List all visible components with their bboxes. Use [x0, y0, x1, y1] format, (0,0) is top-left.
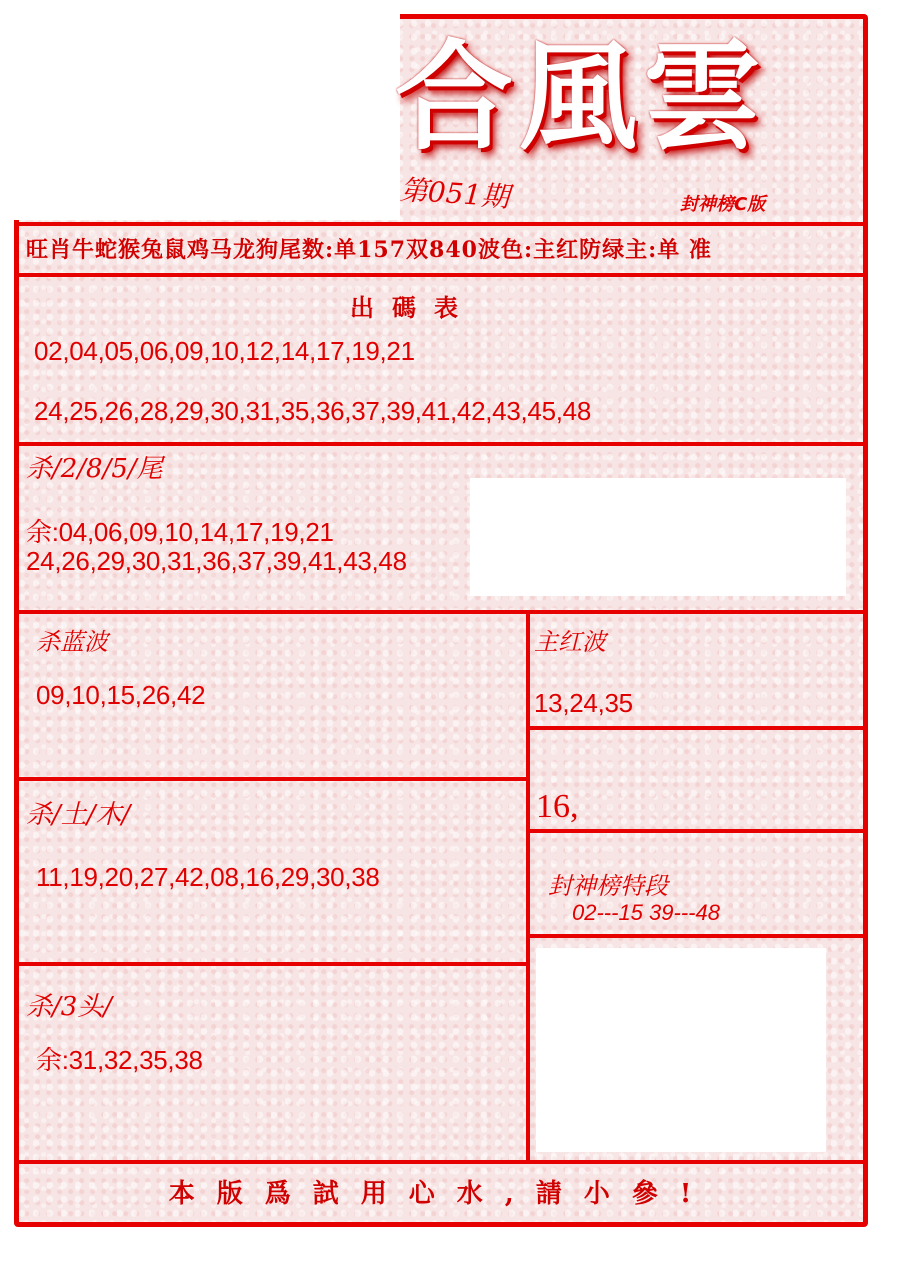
divider-right-3	[528, 934, 868, 938]
kill-element-numbers: 11,19,20,27,42,08,16,29,30,38	[36, 862, 380, 892]
special-range: 02---15 39---48	[572, 900, 720, 925]
kill-element-label: 杀/土/木/	[26, 800, 131, 830]
main-red-numbers: 13,24,35	[534, 688, 633, 718]
divider-left-1	[14, 777, 528, 781]
single-value: 16,	[536, 788, 579, 825]
special-label: 封神榜特段	[548, 872, 668, 900]
divider-left-2	[14, 962, 528, 966]
blank-box-right	[536, 948, 826, 1152]
chuma-row-2: 24,25,26,28,29,30,31,35,36,37,39,41,42,43,45,48	[34, 396, 591, 426]
kill-blue-numbers: 09,10,15,26,42	[36, 680, 206, 710]
divider-right-2	[528, 829, 868, 833]
kill-tail-label: 杀/2/8/5/尾	[26, 454, 163, 484]
divider-chuma	[14, 442, 868, 446]
divider-tail	[14, 610, 868, 614]
kill-tail-row-2: 24,26,29,30,31,36,37,39,41,43,48	[26, 546, 407, 576]
prediction-banner: 旺肖牛蛇猴兔鼠鸡马龙狗尾数:单157双840波色:主红防绿主:单 准	[26, 237, 712, 263]
edition-label: 封神榜C版	[680, 194, 766, 215]
divider-right-1	[528, 726, 868, 730]
kill-blue-label: 杀蓝波	[36, 628, 108, 656]
header-title: 合風雲	[395, 27, 768, 166]
chuma-title: 出碼表	[350, 293, 476, 322]
blank-box-tail	[470, 478, 846, 596]
footer-note: 本版爲試用心水,請小參!	[168, 1179, 714, 1209]
main-red-label: 主红波	[534, 628, 606, 656]
kill-tail-row-1: 余:04,06,09,10,14,17,19,21	[26, 517, 334, 547]
white-corner-cover	[0, 0, 400, 220]
kill-head-numbers: 余:31,32,35,38	[36, 1045, 203, 1075]
divider-vertical	[526, 612, 530, 1164]
chuma-row-1: 02,04,05,06,09,10,12,14,17,19,21	[34, 336, 415, 366]
issue-number: 第051期	[398, 173, 511, 214]
kill-head-label: 杀/3头/	[26, 992, 113, 1022]
